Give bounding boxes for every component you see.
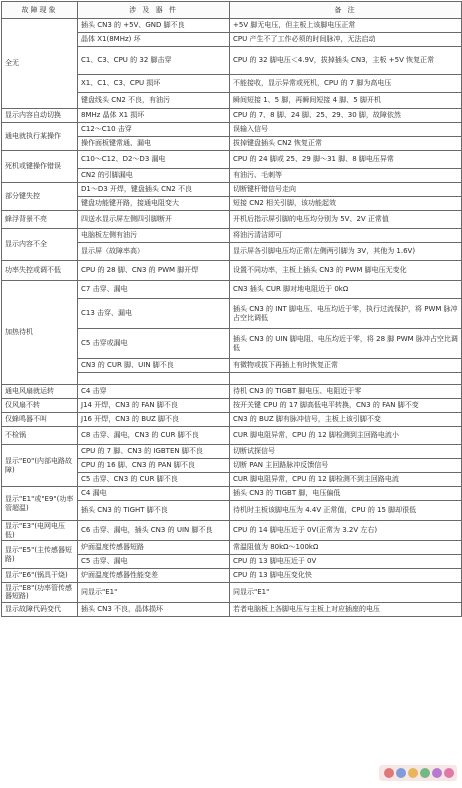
cell-note: CN3 插头 CUR 脚对地电阻近于 0kΩ bbox=[230, 281, 462, 299]
cell-symptom: 显示内容不全 bbox=[2, 229, 78, 261]
cell-note: CUR 脚电阻异常，CPU 的 12 脚检测不到主回路电流 bbox=[230, 473, 462, 487]
table-row bbox=[2, 541, 462, 555]
table-row bbox=[2, 281, 462, 299]
cell-part: 同显示"E1" bbox=[78, 583, 230, 603]
cell-note: 插头 CN3 的 INT 脚电压、电压均近于零，执行过流保护，将 PWM 脉冲占空比调低 bbox=[230, 299, 462, 329]
cell-part: C1、C3、CPU 的 32 脚击穿 bbox=[78, 47, 230, 75]
cell-note: 有油污、毛刺等 bbox=[230, 169, 462, 183]
corner-logo bbox=[379, 763, 457, 783]
cell-part: 四送水显示屏左侧四引脚断开 bbox=[78, 211, 230, 229]
table-row bbox=[2, 151, 462, 169]
cell-symptom: 显示"E8"(功率管传感器短路) bbox=[2, 583, 78, 603]
cell-symptom: 显示"E3"(电网电压低) bbox=[2, 521, 78, 541]
table-row bbox=[2, 183, 462, 197]
cell-part: CPU 的 7 脚、CN3 的 IGBTEN 脚不良 bbox=[78, 445, 230, 459]
table-row bbox=[2, 399, 462, 413]
cell-note: 同显示"E1" bbox=[230, 583, 462, 603]
cell-part: C7 击穿、漏电 bbox=[78, 281, 230, 299]
repair-table-page bbox=[1, 1, 461, 787]
cell-note bbox=[230, 373, 462, 385]
cell-symptom: 显示故障代码变代 bbox=[2, 602, 78, 616]
cell-part: 插头 CN3 不良，晶体损坏 bbox=[78, 602, 230, 616]
cell-note: 插头 CN3 的 TIGBT 脚，电压偏低 bbox=[230, 487, 462, 501]
table-row bbox=[2, 229, 462, 243]
table-row bbox=[2, 123, 462, 137]
table-row bbox=[2, 427, 462, 445]
cell-symptom: 通电风扇就运转 bbox=[2, 385, 78, 399]
cell-note: 拔掉键盘插头 CN2 恢复正常 bbox=[230, 137, 462, 151]
table-body bbox=[2, 19, 462, 617]
cell-symptom: 功率失控或调不低 bbox=[2, 261, 78, 281]
cell-symptom: 显示"E5"(主传感器短路) bbox=[2, 541, 78, 569]
cell-part: 炉面温度传感器短路 bbox=[78, 541, 230, 555]
cell-symptom: 仅风扇不转 bbox=[2, 399, 78, 413]
cell-part: C5 击穿或漏电 bbox=[78, 329, 230, 359]
cell-note: CPU 的 13 脚电压近于 0V bbox=[230, 555, 462, 569]
cell-part: CN2 的引脚漏电 bbox=[78, 169, 230, 183]
cell-part: CPU 的 28 脚、CN3 的 PWM 脚开焊 bbox=[78, 261, 230, 281]
table-row bbox=[2, 602, 462, 616]
cell-note: 设置不同功率，主板上插头 CN3 的 PWM 脚电压无变化 bbox=[230, 261, 462, 281]
cell-part: D1～D3 开焊，键盘插头 CN2 不良 bbox=[78, 183, 230, 197]
cell-note: CPU 的 32 脚电压＜4.9V，拔掉插头 CN3，主板 +5V 恢复正常 bbox=[230, 47, 462, 75]
cell-symptom: 全无 bbox=[2, 19, 78, 109]
cell-note: CPU 产生不了工作必须的时间脉冲，无法启动 bbox=[230, 33, 462, 47]
cell-part: 键盘功能键开路，接通电阻变大 bbox=[78, 197, 230, 211]
cell-note: 按开关键 CPU 的 17 脚高低电平转换，CN3 的 FAN 脚不变 bbox=[230, 399, 462, 413]
table-row bbox=[2, 109, 462, 123]
cell-symptom: 部分键失控 bbox=[2, 183, 78, 211]
table-row bbox=[2, 487, 462, 501]
cell-part: X1、C1、C3、CPU 损坏 bbox=[78, 75, 230, 93]
cell-symptom: 加热待机 bbox=[2, 281, 78, 385]
cell-symptom: 显示内容自动切换 bbox=[2, 109, 78, 123]
cell-note: 不能接收，显示异常或死机，CPU 的 7 脚为高电压 bbox=[230, 75, 462, 93]
cell-part: 操作面板键常通、漏电 bbox=[78, 137, 230, 151]
cell-part: C6 击穿、漏电，插头 CN3 的 UIN 脚不良 bbox=[78, 521, 230, 541]
cell-part: C13 击穿、漏电 bbox=[78, 299, 230, 329]
table-row bbox=[2, 385, 462, 399]
header-part: 涉 及 器 件 bbox=[78, 2, 230, 19]
cell-note: 瞬间短接 1、5 脚，再瞬间短接 4 脚、5 脚开机 bbox=[230, 93, 462, 109]
table-row bbox=[2, 583, 462, 603]
header-symptom: 故障现象 bbox=[2, 2, 78, 19]
fault-table bbox=[1, 1, 462, 617]
cell-note: CPU 的 13 脚电压变化快 bbox=[230, 569, 462, 583]
cell-part: 电脑板左侧有油污 bbox=[78, 229, 230, 243]
cell-part: 键盘线头 CN2 不良，有油污 bbox=[78, 93, 230, 109]
cell-note: 将油污清洁即可 bbox=[230, 229, 462, 243]
cell-note: +5V 脚无电压，但主板上该脚电压正常 bbox=[230, 19, 462, 33]
table-row bbox=[2, 521, 462, 541]
cell-symptom: 通电就执行某操作 bbox=[2, 123, 78, 151]
cell-note: 待机 CN3 的 TIGBT 脚电压、电阻近于零 bbox=[230, 385, 462, 399]
cell-note: 若者电脑板上各脚电压与主板上对应插座的电压 bbox=[230, 602, 462, 616]
cell-part: C4 击穿 bbox=[78, 385, 230, 399]
cell-part: 插头 CN3 的 TIGHT 脚不良 bbox=[78, 501, 230, 521]
table-header-row bbox=[2, 2, 462, 19]
cell-symptom: 不检锅 bbox=[2, 427, 78, 445]
cell-symptom: 显示"E0"(内部电路故障) bbox=[2, 445, 78, 487]
cell-part: J14 开焊，CN3 的 FAN 脚不良 bbox=[78, 399, 230, 413]
cell-note: CPU 的 24 脚或 25、29 脚～31 脚、8 脚电压异常 bbox=[230, 151, 462, 169]
table-row bbox=[2, 261, 462, 281]
cell-note: 插头 CN3 的 UIN 脚电阻、电压均近于零，将 28 脚 PWM 脉冲占空比调低 bbox=[230, 329, 462, 359]
cell-part: C5 击穿、CN3 的 CUR 脚不良 bbox=[78, 473, 230, 487]
cell-note: 常温阻值为 80kΩ～100kΩ bbox=[230, 541, 462, 555]
cell-note: CPU 的 7、8 脚、24 脚、25、29、30 脚，故障依然 bbox=[230, 109, 462, 123]
cell-part: C10～C12、D2～D3 漏电 bbox=[78, 151, 230, 169]
table-row bbox=[2, 211, 462, 229]
cell-symptom: 显示"E6"(锅具干烧) bbox=[2, 569, 78, 583]
cell-note: CN3 的 BUZ 脚有脉冲信号，主板上该引脚不变 bbox=[230, 413, 462, 427]
cell-part: 插头 CN3 的 +5V、GND 脚不良 bbox=[78, 19, 230, 33]
cell-part: CPU 的 16 脚、CN3 的 PAN 脚不良 bbox=[78, 459, 230, 473]
cell-note: 切断 PAN 主回路脉冲反馈信号 bbox=[230, 459, 462, 473]
cell-note: CUR 脚电阻异常，CPU 的 12 脚检测到主回路电流小 bbox=[230, 427, 462, 445]
cell-note: 切断试探信号 bbox=[230, 445, 462, 459]
table-row bbox=[2, 445, 462, 459]
cell-part: C5 击穿、漏电 bbox=[78, 555, 230, 569]
cell-part: J16 开焊，CN3 的 BUZ 脚不良 bbox=[78, 413, 230, 427]
cell-part: 8MHz 晶体 X1 损坏 bbox=[78, 109, 230, 123]
table-row bbox=[2, 569, 462, 583]
cell-part: C4 漏电 bbox=[78, 487, 230, 501]
cell-note: 显示屏各引脚电压均正常(左侧两引脚为 3V，其他为 1.6V) bbox=[230, 243, 462, 261]
cell-part bbox=[78, 373, 230, 385]
cell-note: 切断键杆错信号走向 bbox=[230, 183, 462, 197]
cell-symptom: 显示"E1"或"E9"(功率管超温) bbox=[2, 487, 78, 521]
table-row bbox=[2, 413, 462, 427]
cell-symptom: 蜂浮背景不亮 bbox=[2, 211, 78, 229]
cell-part: 晶体 X1(8MHz) 坏 bbox=[78, 33, 230, 47]
cell-symptom: 死机或键操作错误 bbox=[2, 151, 78, 183]
cell-part: 显示屏（故障率高） bbox=[78, 243, 230, 261]
cell-part: 炉面温度传感器性能变差 bbox=[78, 569, 230, 583]
cell-note: 待机时主板该脚电压为 4.4V 正常值，CPU 的 15 脚却很低 bbox=[230, 501, 462, 521]
cell-note: 有微物或拔下再插上有时恢复正常 bbox=[230, 359, 462, 373]
cell-note: 开机后指示屏引脚的电压均分别为 5V、2V 正常值 bbox=[230, 211, 462, 229]
cell-note: CPU 的 14 脚电压近于 0V(正常为 3.2V 左右) bbox=[230, 521, 462, 541]
cell-part: C12～C10 击穿 bbox=[78, 123, 230, 137]
cell-symptom: 仅蜂鸣器不叫 bbox=[2, 413, 78, 427]
cell-part: C8 击穿、漏电，CN3 的 CUR 脚不良 bbox=[78, 427, 230, 445]
cell-part: CN3 的 CUR 脚、UIN 脚不良 bbox=[78, 359, 230, 373]
cell-note: 误输入信号 bbox=[230, 123, 462, 137]
table-row bbox=[2, 19, 462, 33]
cell-note: 短接 CN2 相关引脚，该功能起效 bbox=[230, 197, 462, 211]
header-note: 备 注 bbox=[230, 2, 462, 19]
